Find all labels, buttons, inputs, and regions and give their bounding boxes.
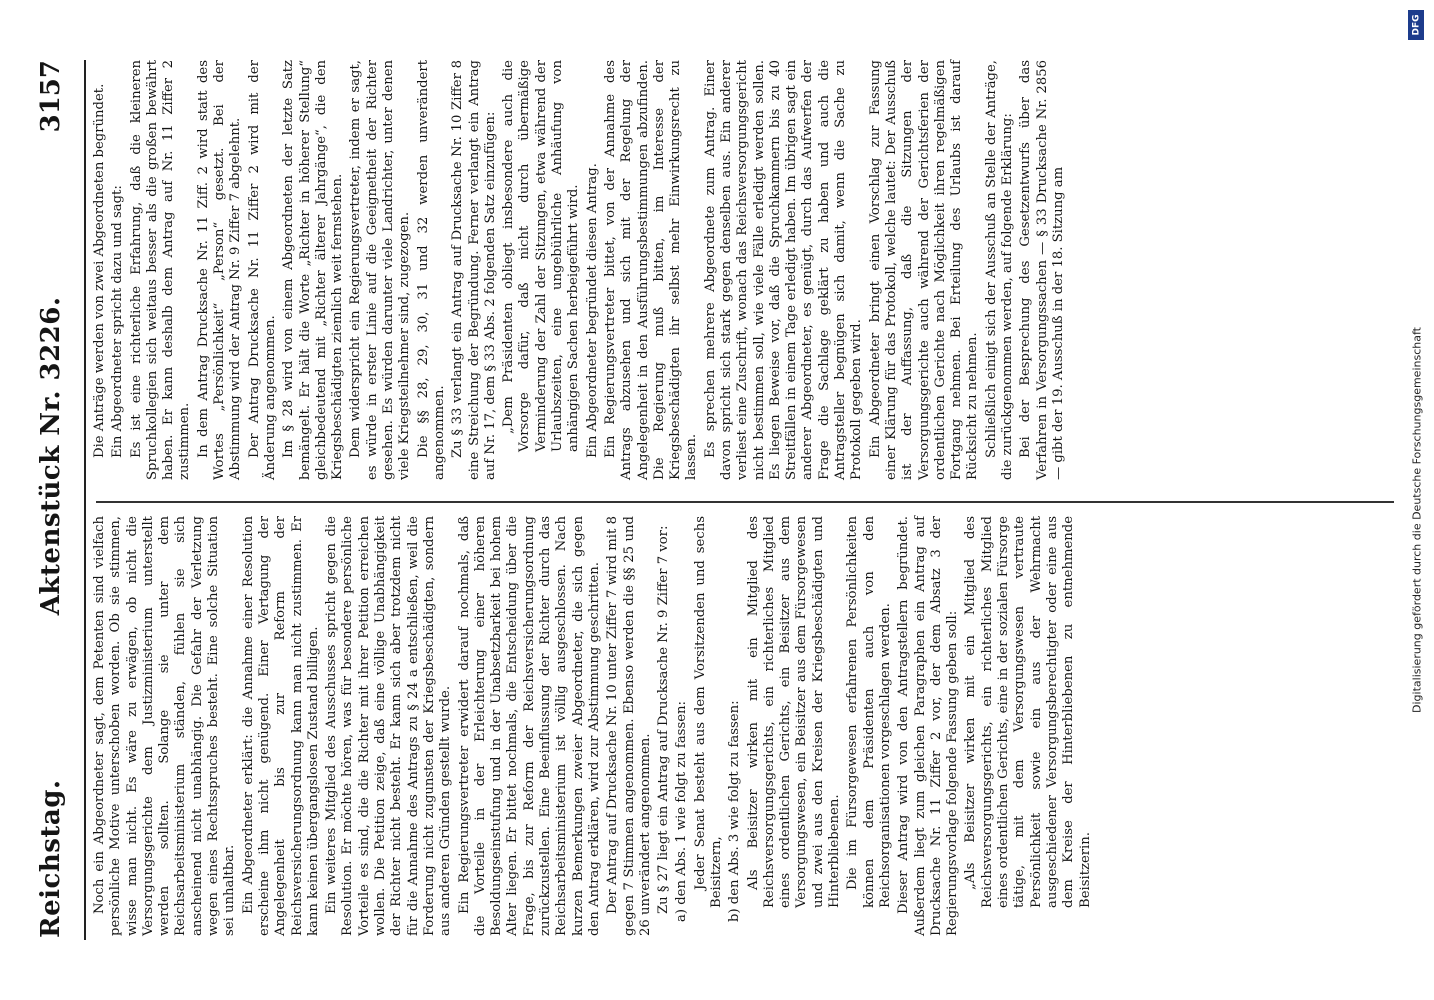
- quoted-provision: Jeder Senat besteht aus dem Vorsitzenden und sechs Beisitzern,: [692, 516, 724, 908]
- list-item: b) den Abs. 3 wie folgt zu fassen:: [727, 700, 743, 922]
- quoted-provision: Als Beisitzer wirken mit ein Mitglied des Reichsversorgungsgerichts, ein richterliches Mitglied eines ordentlichen Gerichts, ein Beisitzer aus dem Versorgungswesen, ein Beisitzer aus dem Fürsorgewesen und zwei aus den Kreisen der Kriegsbeschädigten und Hinterbliebenen.: [745, 516, 843, 908]
- paragraph: Dieser Antrag wird von den Antragstellern begründet. Außerdem liegt zum gleichen Paragraphen ein Antrag auf Drucksache Nr. 11 Ziffer 2 vor, der dem Absatz 3 der Regierungsvorlage folgende Fassung geben soll:: [896, 516, 961, 936]
- paragraph: Ein Abgeordneter begründet diesen Antrag.: [584, 163, 600, 458]
- paragraph: Ein Abgeordneter bringt einen Vorschlag zur Fassung einer Klärung für das Protokoll, welche lautet: Der Ausschuß ist der Auffassung, daß die Sitzungen der Versorgungsgerichte auch während der Gerichtsferien der ordentlichen Gerichte nach Möglichkeit ihren regelmäßigen Fortgang nehmen. Bei Erteilung des Urlaubs ist darauf Rücksicht zu nehmen.: [867, 60, 981, 480]
- digitization-credit: Digitalisierung gefördert durch die Deutsche Forschungsgemeinschaft: [1410, 327, 1424, 713]
- quoted-provision: „Dem Präsidenten obliegt insbesondere auch die Vorsorge dafür, daß nicht durch übermäßige Verminderung der Zahl der Sitzungen, etwa während der Urlaubszeiten, eine ungebührliche Anhäufung von anhängigen Sachen herbeigeführt wird.: [501, 60, 582, 452]
- header-document-number: Aktenstück Nr. 3226.: [36, 296, 66, 616]
- quoted-provision: Die im Fürsorgewesen erfahrenen Persönlichkeiten können dem Präsidenten auch von den Reichsorganisationen vorgeschlagen werden.: [845, 516, 893, 908]
- paragraph: Es sprechen mehrere Abgeordnete zum Antrag. Einer davon spricht sich stark gegen denselben aus. Ein anderer verliest eine Zuschrift, wonach das Reichsversorgungsgericht nicht bestimmen soll, wie viele Fälle erledigt werden sollen. Es liegen Beweise vor, daß die Spruchkammern bis zu 40 Streitfällen in einem Tage erledigt haben. Im übrigen sagt ein anderer Abgeordneter, es genügt, durch das Aufwerfen der Frage die Sachlage geklärt zu haben und auch die Antragsteller begnügen sich damit, wenn die Sache zu Protokoll gegeben wird.: [702, 60, 865, 480]
- column-divider: [96, 502, 1394, 504]
- header-rule: [84, 60, 86, 940]
- digitization-sidebar: [1400, 0, 1434, 1000]
- paragraph: Die §§ 28, 29, 30, 31 und 32 werden unverändert angenommen.: [415, 60, 447, 480]
- page-header: [36, 60, 76, 938]
- paragraph: Zu § 33 verlangt ein Antrag auf Drucksache Nr. 10 Ziffer 8 eine Streichung der Begründung. Ferner verlangt ein Antrag auf Nr. 17, dem § 33 Abs. 2 folgenden Satz einzufügen:: [450, 60, 498, 480]
- left-column: [92, 516, 1096, 936]
- paragraph: Die Anträge werden von zwei Abgeordneten begründet.: [92, 83, 107, 458]
- paragraph: Ein Regierungsvertreter erwidert darauf nochmals, daß die Vorteile in der Erleichterung einer höheren Besoldungseinstufung und in der Unabsetzbarkeit bei hohem Alter liegen. Er bittet nochmals, die Entscheidung über die Frage, bis zur Reform der Reichsversicherungsordnung zurückzustellen. Eine Beeinflussung der Richter durch das Reichsarbeitsministerium ist völlig ausgeschlossen. Nach kurzen Bemerkungen zweier Abgeordneter, die sich gegen den Antrag erklären, wird zur Abstimmung geschritten.: [456, 516, 602, 936]
- paragraph: Im § 28 wird von einem Abgeordneten der letzte Satz bemängelt. Er hält die Worte „Richter in höherer Stellung“ gleichbedeutend mit „Richter älterer Jahrgänge“, die den Kriegsbeschädigten ziemlich weit fernstehen.: [281, 60, 346, 480]
- paragraph: Bei der Besprechung des Gesetzentwurfs über das Verfahren in Versorgungssachen — § 33 Drucksache Nr. 2856 — gibt der 19. Ausschuß in der 18. Sitzung am: [1018, 60, 1066, 480]
- right-column: [92, 60, 1069, 480]
- paragraph: In dem Antrag Drucksache Nr. 11 Ziff. 2 wird statt des Wortes „Persönlichkeit“ „Person“ gesetzt. Bei der Abstimmung wird der Antrag Nr. 9 Ziffer 7 abgelehnt.: [195, 60, 244, 480]
- page-number: 3157: [36, 60, 66, 133]
- dfg-logo-text: DFG: [1411, 14, 1422, 36]
- paragraph: Dem widerspricht ein Regierungsvertreter, indem er sagt, es würde in erster Linie auf die Geeignetheit der Richter gesehen. Es würden darunter viele Landrichter, unter denen viele Kriegsteilnehmer sind, zugezogen.: [348, 60, 413, 480]
- paragraph: Schließlich einigt sich der Ausschuß an Stelle der Anträge, die zurückgenommen werden, auf folgende Erklärung:: [983, 60, 1016, 480]
- paragraph: Es ist eine richterliche Erfahrung, daß die kleineren Spruchkollegien sich weitaus besser als die großen bewährt haben. Er kann deshalb dem Antrag auf Nr. 11 Ziffer 2 zustimmen.: [128, 60, 193, 480]
- quoted-provision: „Als Beisitzer wirken mit ein Mitglied des Reichsversorgungsgerichts, ein richterliches Mitglied eines ordentlichen Gerichts, eine in der sozialen Fürsorge tätige, mit dem Versorgungswesen vertraute Persönlichkeit sowie ein aus der Wehrmacht ausgeschiedener Versorgungsberechtigter oder eine aus dem Kreise der Hinterbliebenen zu entnehmende Beisitzerin.: [963, 516, 1093, 908]
- paragraph: Ein Abgeordneter erklärt: die Annahme einer Resolution erscheine ihm nicht genügend. Einer Vertagung der Angelegenheit bis zur Reform der Reichsversicherungsordnung kann man nicht zustimmen. Er kann keinen übergangslosen Zustand billigen.: [240, 516, 321, 936]
- dfg-logo: [1408, 10, 1424, 40]
- list-item: a) den Abs. 1 wie folgt zu fassen:: [674, 701, 690, 922]
- paragraph: Ein Abgeordneter spricht dazu und sagt:: [110, 185, 126, 458]
- paragraph: Der Antrag Drucksache Nr. 11 Ziffer 2 wird mit der Änderung angenommen.: [246, 60, 278, 480]
- paragraph: Zu § 27 liegt ein Antrag auf Drucksache Nr. 9 Ziffer 7 vor:: [656, 525, 672, 914]
- paragraph: Ein weiteres Mitglied des Ausschusses spricht gegen die Resolution. Er möchte hören, was für besondere persönliche Vorteile es sind, die die Richter mit ihrer Petition erreichen wollen. Die Petition zeige, daß eine völlige Unabhängigkeit der Richter nicht besteht. Er kann sich aber trotzdem nicht für die Annahme des Antrags zu § 24 a entschließen, weil die Forderung nicht zugunsten der Kriegsbeschädigten, sondern aus anderen Gründen gestellt wurde.: [324, 516, 454, 936]
- paragraph: Der Antrag auf Drucksache Nr. 10 unter Ziffer 7 wird mit 8 gegen 7 Stimmen angenommen. Ebenso werden die §§ 25 und 26 unverändert angenommen.: [605, 516, 653, 936]
- paragraph: Noch ein Abgeordneter sagt, dem Petenten sind vielfach persönliche Motive unterschoben worden. Ob sie stimmen, wisse man nicht. Es wäre zu erwägen, ob nicht die Versorgungsgerichte dem Justizministerium unterstellt werden sollten. Solange sie unter dem Reichsarbeitsministerium ständen, fühlen sie sich anscheinend nicht unabhängig. Die Gefahr der Verletzung wegen eines Rechtsspruches besteht. Eine solche Situation sei unhaltbar.: [92, 516, 238, 936]
- header-reichstag: Reichstag.: [36, 779, 66, 938]
- paragraph: Ein Regierungsvertreter bittet, von der Annahme des Antrags abzusehen und sich mit der Regelung der Angelegenheit in den Ausführungsbestimmungen abzufinden. Die Regierung muß bitten, im Interesse der Kriegsbeschädigten ihr selbst mehr Einwirkungsrecht zu lassen.: [602, 60, 700, 480]
